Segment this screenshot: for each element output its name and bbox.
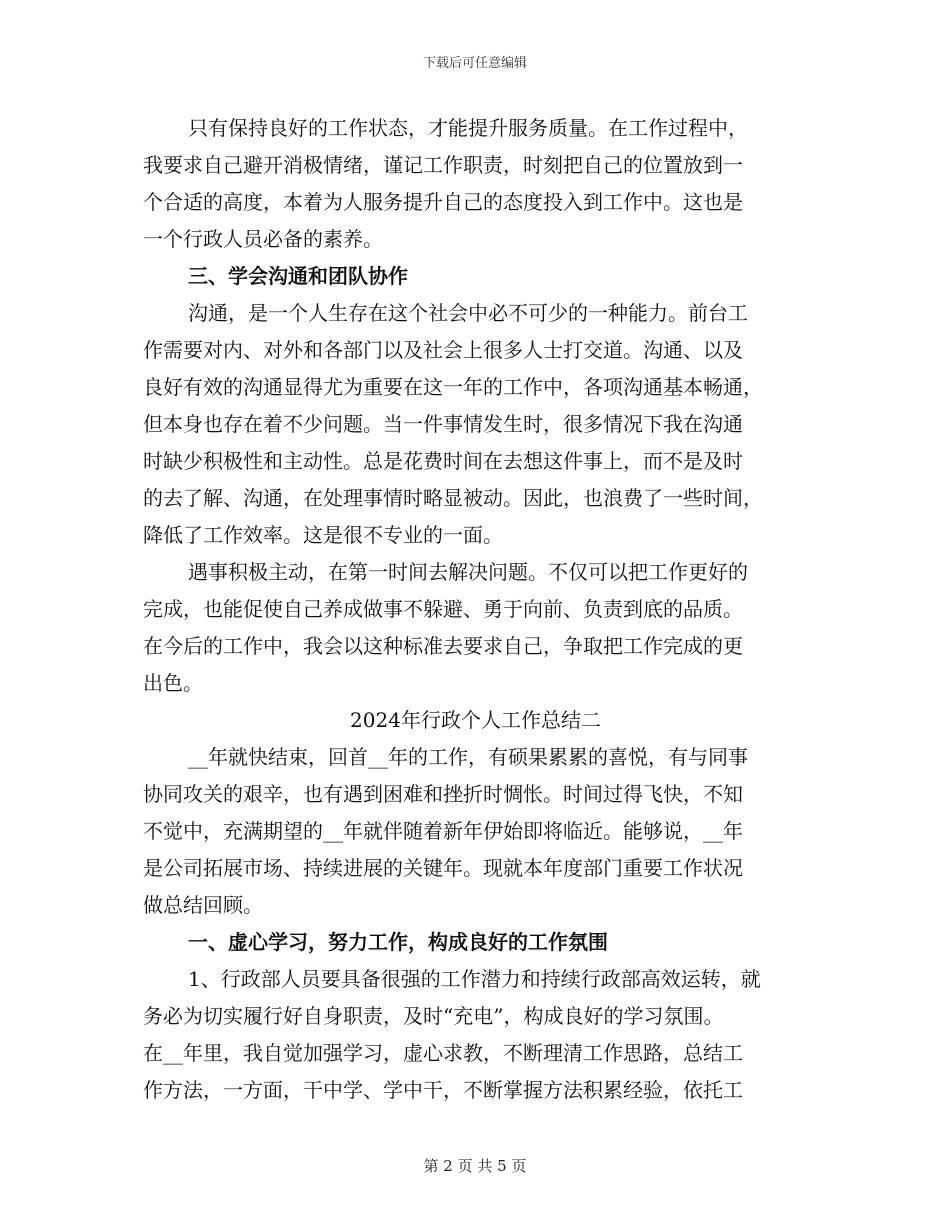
text-line: 完成，也能促使自己养成做事不躲避、勇于向前、负责到底的品质。 <box>143 597 743 621</box>
text-line: 不觉中，充满期望的__年就伴随着新年伊始即将临近。能够说，__年 <box>143 819 743 843</box>
document-body <box>143 110 808 1109</box>
page-header-note: 下载后可任意编辑 <box>422 56 527 71</box>
text-line: 是公司拓展市场、持续进展的关键年。现就本年度部门重要工作状况 <box>143 856 743 880</box>
text-line: 作需要对内、对外和各部门以及社会上很多人士打交道。沟通、以及 <box>143 338 743 362</box>
section-heading: 一、虚心学习，努力工作，构成良好的工作氛围 <box>188 930 608 954</box>
page-number: 第 2 页 共 5 页 <box>423 1157 527 1175</box>
section-heading: 三、学会沟通和团队协作 <box>188 264 408 288</box>
text-line: 的去了解、沟通，在处理事情时略显被动。因此，也浪费了一些时间， <box>143 486 763 510</box>
text-line: 良好有效的沟通显得尤为重要在这一年的工作中，各项沟通基本畅通， <box>143 375 763 399</box>
text-line: 沟通，是一个人生存在这个社会中必不可少的一种能力。前台工 <box>188 301 748 325</box>
text-line: 做总结回顾。 <box>143 893 263 917</box>
text-line: 个合适的高度，本着为人服务提升自己的态度投入到工作中。这也是 <box>143 190 743 214</box>
text-line: __年就快结束，回首__年的工作，有硕果累累的喜悦，有与同事 <box>188 745 748 769</box>
text-line: 作方法，一方面，干中学、学中干，不断掌握方法积累经验，依托工 <box>143 1078 743 1102</box>
text-line: 出色。 <box>143 671 203 695</box>
text-line: 只有保持良好的工作状态，才能提升服务质量。在工作过程中， <box>188 116 748 140</box>
text-line: 遇事积极主动，在第一时间去解决问题。不仅可以把工作更好的 <box>188 560 748 584</box>
text-line: 在__年里，我自觉加强学习，虚心求教，不断理清工作思路，总结工 <box>143 1041 743 1065</box>
text-line: 时缺少积极性和主动性。总是花费时间在去想这件事上，而不是及时 <box>143 449 743 473</box>
text-line: 1、行政部人员要具备很强的工作潜力和持续行政部高效运转，就 <box>188 967 761 991</box>
text-line: 我要求自己避开消极情绪，谨记工作职责，时刻把自己的位置放到一 <box>143 153 743 177</box>
text-line: 但本身也存在着不少问题。当一件事情发生时，很多情况下我在沟通 <box>143 412 743 436</box>
text-line: 降低了工作效率。这是很不专业的一面。 <box>143 523 503 547</box>
text-line: 务必为切实履行好自身职责，及时“充电”，构成良好的学习氛围。 <box>143 1004 724 1028</box>
text-line: 协同攻关的艰辛，也有遇到困难和挫折时惆怅。时间过得飞快，不知 <box>143 782 743 806</box>
text-line: 一个行政人员必备的素养。 <box>143 227 383 251</box>
text-line: 在今后的工作中，我会以这种标准去要求自己，争取把工作完成的更 <box>143 634 743 658</box>
section-title: 2024年行政个人工作总结二 <box>350 708 601 732</box>
